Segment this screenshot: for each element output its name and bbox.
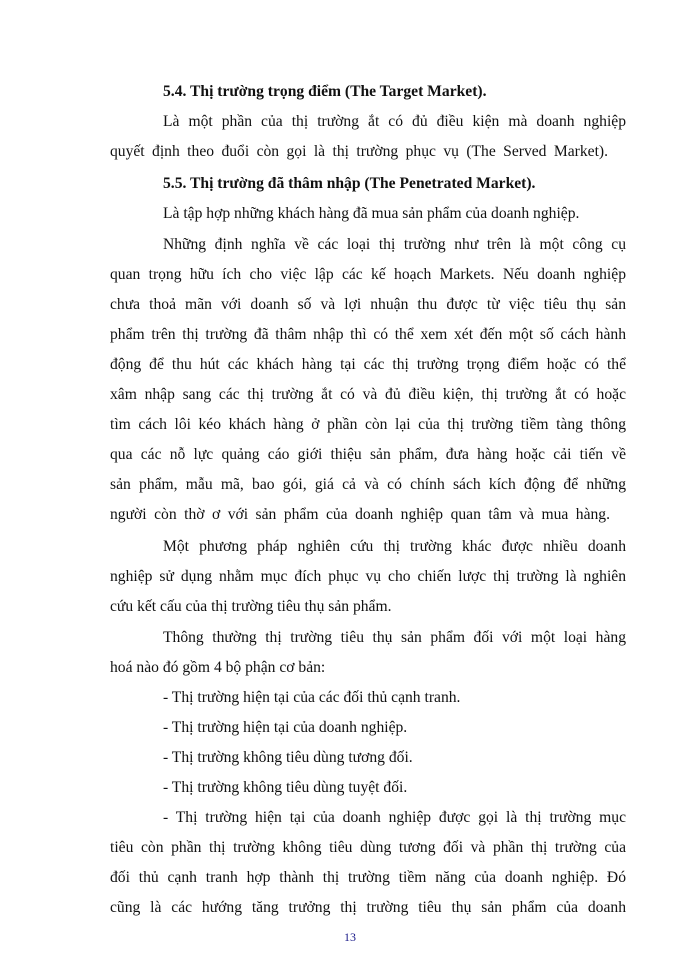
section-heading-5-5: 5.5. Thị trường đã thâm nhập (The Penetrated Market). — [163, 175, 536, 192]
paragraph-line: phẩm trên thị trường đã thâm nhập thì có thể xem xét đến một số cách hành — [110, 326, 626, 343]
paragraph-line: người còn thờ ơ với sản phẩm của doanh nghiệp quan tâm và mua hàng. — [110, 506, 610, 523]
paragraph-line: - Thị trường hiện tại của doanh nghiệp được gọi là thị trường mục — [163, 809, 626, 826]
paragraph-line: Những định nghĩa về các loại thị trường như trên là một công cụ — [163, 236, 626, 253]
paragraph-line: cứu kết cấu của thị trường tiêu thụ sản phẩm. — [110, 598, 392, 615]
paragraph-line: nghiệp sử dụng nhằm mục đích phục vụ cho chiến lược thị trường là nghiên — [110, 568, 626, 585]
paragraph-line: sản phẩm, mẫu mã, bao gói, giá cả và có chính sách kích động để những — [110, 476, 626, 493]
list-item: - Thị trường hiện tại của doanh nghiệp. — [163, 719, 408, 736]
paragraph-line: tìm cách lôi kéo khách hàng ở phần còn lại của thị trường tiềm tàng thông — [110, 416, 626, 433]
paragraph-line: qua các nỗ lực quảng cáo giới thiệu sản phẩm, đưa hàng hoặc cải tiến về — [110, 446, 626, 463]
paragraph-line: đối thủ cạnh tranh hợp thành thị trường tiềm năng của doanh nghiệp. Đó — [110, 869, 626, 886]
section-heading-5-4: 5.4. Thị trường trọng điểm (The Target Market). — [163, 83, 487, 100]
list-item: - Thị trường không tiêu dùng tương đối. — [163, 749, 413, 766]
paragraph-line: quan trọng hữu ích cho việc lập các kế hoạch Markets. Nếu doanh nghiệp — [110, 266, 626, 283]
paragraph-line: chưa thoả mãn với doanh số và lợi nhuận thu được từ việc tiêu thụ sản — [110, 296, 626, 313]
paragraph-line: Một phương pháp nghiên cứu thị trường khác được nhiều doanh — [163, 538, 626, 555]
paragraph-line: xâm nhập sang các thị trường ắt có và đủ điều kiện, thị trường ắt có hoặc — [110, 386, 626, 403]
paragraph-line: tiêu còn phần thị trường không tiêu dùng tương đối và phần thị trường của — [110, 839, 626, 856]
list-item: - Thị trường không tiêu dùng tuyệt đối. — [163, 779, 408, 796]
paragraph-line: cũng là các hướng tăng trưởng thị trường tiêu thụ sản phẩm của doanh — [110, 899, 626, 916]
paragraph-line: hoá nào đó gồm 4 bộ phận cơ bản: — [110, 659, 326, 676]
paragraph-line: Thông thường thị trường tiêu thụ sản phẩm đối với một loại hàng — [163, 629, 626, 646]
paragraph-line: động để thu hút các khách hàng tại các thị trường trọng điểm hoặc có thể — [110, 356, 626, 373]
paragraph-line: Là tập hợp những khách hàng đã mua sản phẩm của doanh nghiệp. — [163, 205, 580, 222]
list-item: - Thị trường hiện tại của các đối thủ cạnh tranh. — [163, 689, 461, 706]
paragraph-line: Là một phần của thị trường ắt có đủ điều kiện mà doanh nghiệp — [163, 113, 626, 130]
paragraph-line: quyết định theo đuổi còn gọi là thị trường phục vụ (The Served Market). — [110, 143, 608, 160]
page-number: 13 — [344, 930, 356, 944]
